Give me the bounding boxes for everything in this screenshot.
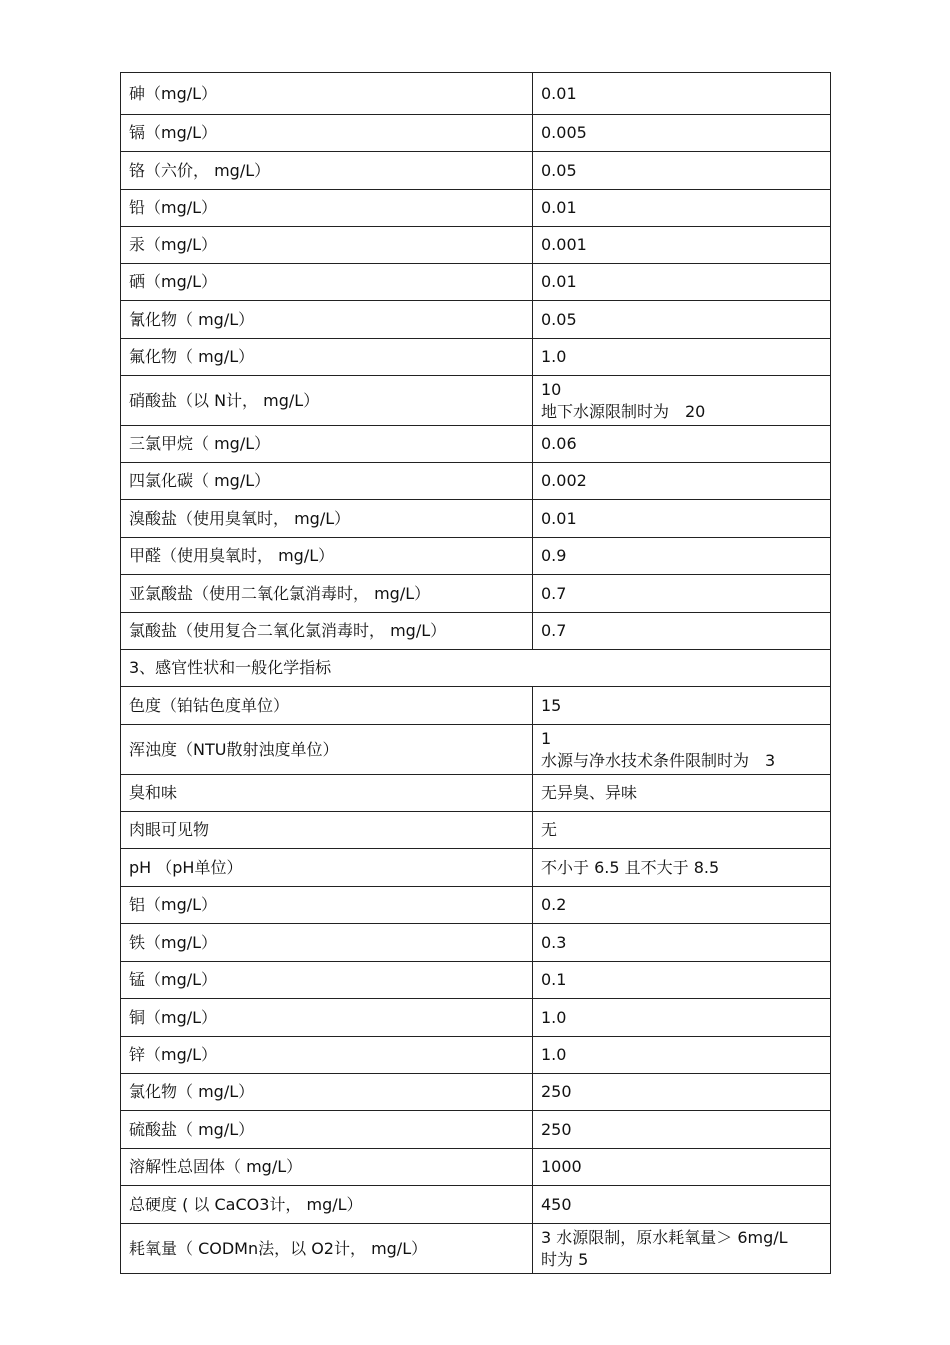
table-row xyxy=(121,339,831,376)
indicator-name: 甲醛（使用臭氧时， mg/L） xyxy=(121,538,533,575)
limit-value: 0.002 xyxy=(533,463,831,500)
limit-value: 0.05 xyxy=(533,152,831,190)
indicator-name: 亚氯酸盐（使用二氧化氯消毒时， mg/L） xyxy=(121,575,533,613)
table-row xyxy=(121,227,831,264)
indicator-name: 三氯甲烷（ mg/L） xyxy=(121,426,533,463)
limit-value-line: 10 xyxy=(541,379,562,399)
table-row xyxy=(121,264,831,301)
indicator-name: 硫酸盐（ mg/L） xyxy=(121,1111,533,1149)
limit-value: 15 xyxy=(533,687,831,725)
limit-value: 0.2 xyxy=(533,887,831,924)
limit-value-line: 3 水源限制，原水耗氧量＞ 6mg/L xyxy=(541,1227,788,1247)
limit-value: 1.0 xyxy=(533,1037,831,1074)
indicator-name: 硒（mg/L） xyxy=(121,264,533,301)
limit-value-note: 时为 5 xyxy=(541,1249,589,1269)
table-row xyxy=(121,73,831,115)
indicator-name: 溶解性总固体（ mg/L） xyxy=(121,1149,533,1186)
limit-value: 不小于 6.5 且不大于 8.5 xyxy=(533,849,831,887)
table-row xyxy=(121,152,831,190)
indicator-name: 硝酸盐（以 N计， mg/L） xyxy=(121,376,533,426)
table-row xyxy=(121,301,831,339)
table-row xyxy=(121,613,831,650)
indicator-name: 氰化物（ mg/L） xyxy=(121,301,533,339)
limit-value: 0.9 xyxy=(533,538,831,575)
limit-value: 0.01 xyxy=(533,500,831,538)
indicator-name: 四氯化碳（ mg/L） xyxy=(121,463,533,500)
indicator-name: 铅（mg/L） xyxy=(121,190,533,227)
table-row xyxy=(121,1037,831,1074)
table-row xyxy=(121,190,831,227)
indicator-name: 铬（六价， mg/L） xyxy=(121,152,533,190)
limit-value: 无异臭、异味 xyxy=(533,775,831,812)
limit-value-line: 1 xyxy=(541,728,552,748)
indicator-name: 铜（mg/L） xyxy=(121,999,533,1037)
indicator-name: 汞（mg/L） xyxy=(121,227,533,264)
table-row xyxy=(121,538,831,575)
section-header-row xyxy=(121,650,831,687)
table-row xyxy=(121,1111,831,1149)
limit-value: 0.7 xyxy=(533,613,831,650)
indicator-name: 氯化物（ mg/L） xyxy=(121,1074,533,1111)
table-row xyxy=(121,924,831,962)
limit-value: 无 xyxy=(533,812,831,849)
water-quality-standards-table xyxy=(120,72,831,1274)
limit-value: 250 xyxy=(533,1111,831,1149)
limit-value xyxy=(533,1224,831,1274)
table-row xyxy=(121,1074,831,1111)
table-row xyxy=(121,775,831,812)
table-row xyxy=(121,687,831,725)
table-row xyxy=(121,999,831,1037)
table-row xyxy=(121,1224,831,1274)
indicator-name: 氟化物（ mg/L） xyxy=(121,339,533,376)
limit-value: 0.001 xyxy=(533,227,831,264)
indicator-name: 总硬度 ( 以 CaCO3计， mg/L） xyxy=(121,1186,533,1224)
indicator-name: 锰（mg/L） xyxy=(121,962,533,999)
limit-value xyxy=(533,725,831,775)
indicator-name: 锌（mg/L） xyxy=(121,1037,533,1074)
indicator-name: 砷（mg/L） xyxy=(121,73,533,115)
indicator-name: 氯酸盐（使用复合二氧化氯消毒时， mg/L） xyxy=(121,613,533,650)
indicator-name: 肉眼可见物 xyxy=(121,812,533,849)
indicator-name: pH （pH单位） xyxy=(121,849,533,887)
limit-value: 0.01 xyxy=(533,264,831,301)
section-title: 3、感官性状和一般化学指标 xyxy=(121,650,831,687)
table-row xyxy=(121,575,831,613)
indicator-name: 镉（mg/L） xyxy=(121,115,533,152)
limit-value: 0.005 xyxy=(533,115,831,152)
table-row xyxy=(121,115,831,152)
limit-value: 0.3 xyxy=(533,924,831,962)
indicator-name: 色度（铂钴色度单位） xyxy=(121,687,533,725)
indicator-name: 铁（mg/L） xyxy=(121,924,533,962)
indicator-name: 耗氧量（ CODMn法，以 O2计， mg/L） xyxy=(121,1224,533,1274)
table-row xyxy=(121,849,831,887)
limit-value-note: 地下水源限制时为 20 xyxy=(541,401,706,421)
limit-value: 0.06 xyxy=(533,426,831,463)
table-row xyxy=(121,463,831,500)
limit-value: 1000 xyxy=(533,1149,831,1186)
indicator-name: 臭和味 xyxy=(121,775,533,812)
table-row xyxy=(121,962,831,999)
limit-value-note: 水源与净水技术条件限制时为 3 xyxy=(541,750,776,770)
limit-value: 0.1 xyxy=(533,962,831,999)
table-row xyxy=(121,500,831,538)
limit-value: 0.01 xyxy=(533,190,831,227)
limit-value: 1.0 xyxy=(533,339,831,376)
table-row xyxy=(121,725,831,775)
table-row xyxy=(121,1149,831,1186)
limit-value: 250 xyxy=(533,1074,831,1111)
limit-value: 0.05 xyxy=(533,301,831,339)
limit-value: 0.01 xyxy=(533,73,831,115)
table-row xyxy=(121,376,831,426)
table-row xyxy=(121,1186,831,1224)
table-row xyxy=(121,887,831,924)
indicator-name: 浑浊度（NTU散射浊度单位） xyxy=(121,725,533,775)
indicator-name: 铝（mg/L） xyxy=(121,887,533,924)
table-row xyxy=(121,426,831,463)
limit-value: 450 xyxy=(533,1186,831,1224)
limit-value: 1.0 xyxy=(533,999,831,1037)
limit-value xyxy=(533,376,831,426)
limit-value: 0.7 xyxy=(533,575,831,613)
indicator-name: 溴酸盐（使用臭氧时， mg/L） xyxy=(121,500,533,538)
table-row xyxy=(121,812,831,849)
